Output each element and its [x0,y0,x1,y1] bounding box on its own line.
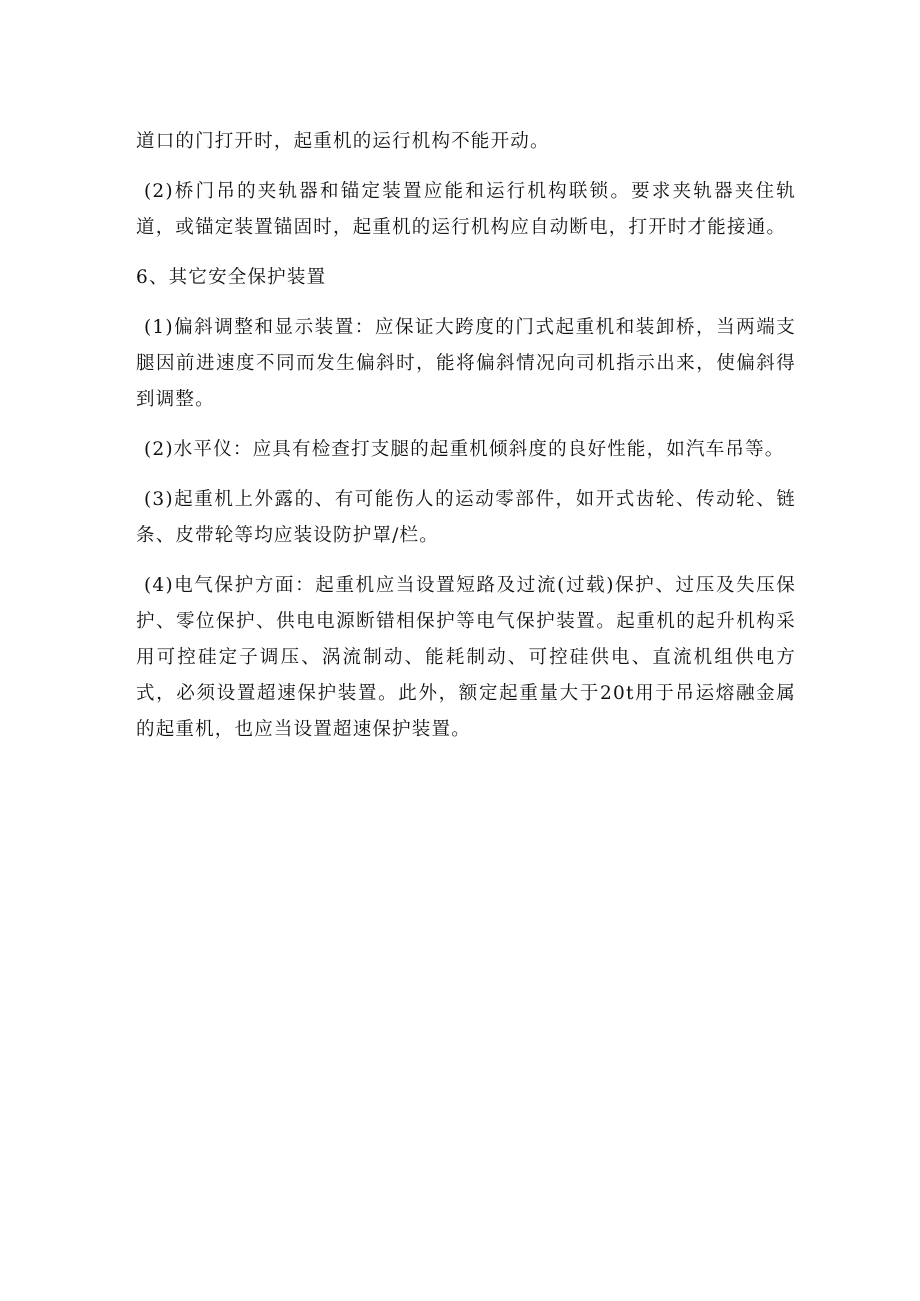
section-heading-other-safety-devices: 6、其它安全保护装置 [136,267,327,288]
paragraph-skew-adjustment: (1)偏斜调整和显示装置：应保证大跨度的门式起重机和装卸桥，当两端支腿因前进速度不同而发生偏斜时，能将偏斜情况向司机指示出来，使偏斜得到调整。 [136,317,796,410]
paragraph-rail-clamp-interlock: (2)桥门吊的夹轨器和锚定装置应能和运行机构联锁。要求夹轨器夹住轨道，或锚定装置锚固时，起重机的运行机构应自动断电，打开时才能接通。 [136,181,796,238]
paragraph-continuation: 道口的门打开时，起重机的运行机构不能开动。 [136,131,550,152]
paragraph-electrical-protection: (4)电气保护方面：起重机应当设置短路及过流(过载)保护、过压及失压保护、零位保护、供电电源断错相保护等电气保护装置。起重机的起升机构采用可控硅定子调压、涡流制动、能耗制动、可控硅供电、直流机组供电方式，必须设置超速保护装置。此外，额定起重量大于20t用于吊运熔融金属的起重机，也应当设置超速保护装置。 [136,575,796,740]
document-body [136,124,796,762]
paragraph-protective-guards: (3)起重机上外露的、有可能伤人的运动零部件，如开式齿轮、传动轮、链条、皮带轮等均应装设防护罩/栏。 [136,489,796,546]
paragraph-level-gauge: (2)水平仪：应具有检查打支腿的起重机倾斜度的良好性能，如汽车吊等。 [144,439,785,460]
